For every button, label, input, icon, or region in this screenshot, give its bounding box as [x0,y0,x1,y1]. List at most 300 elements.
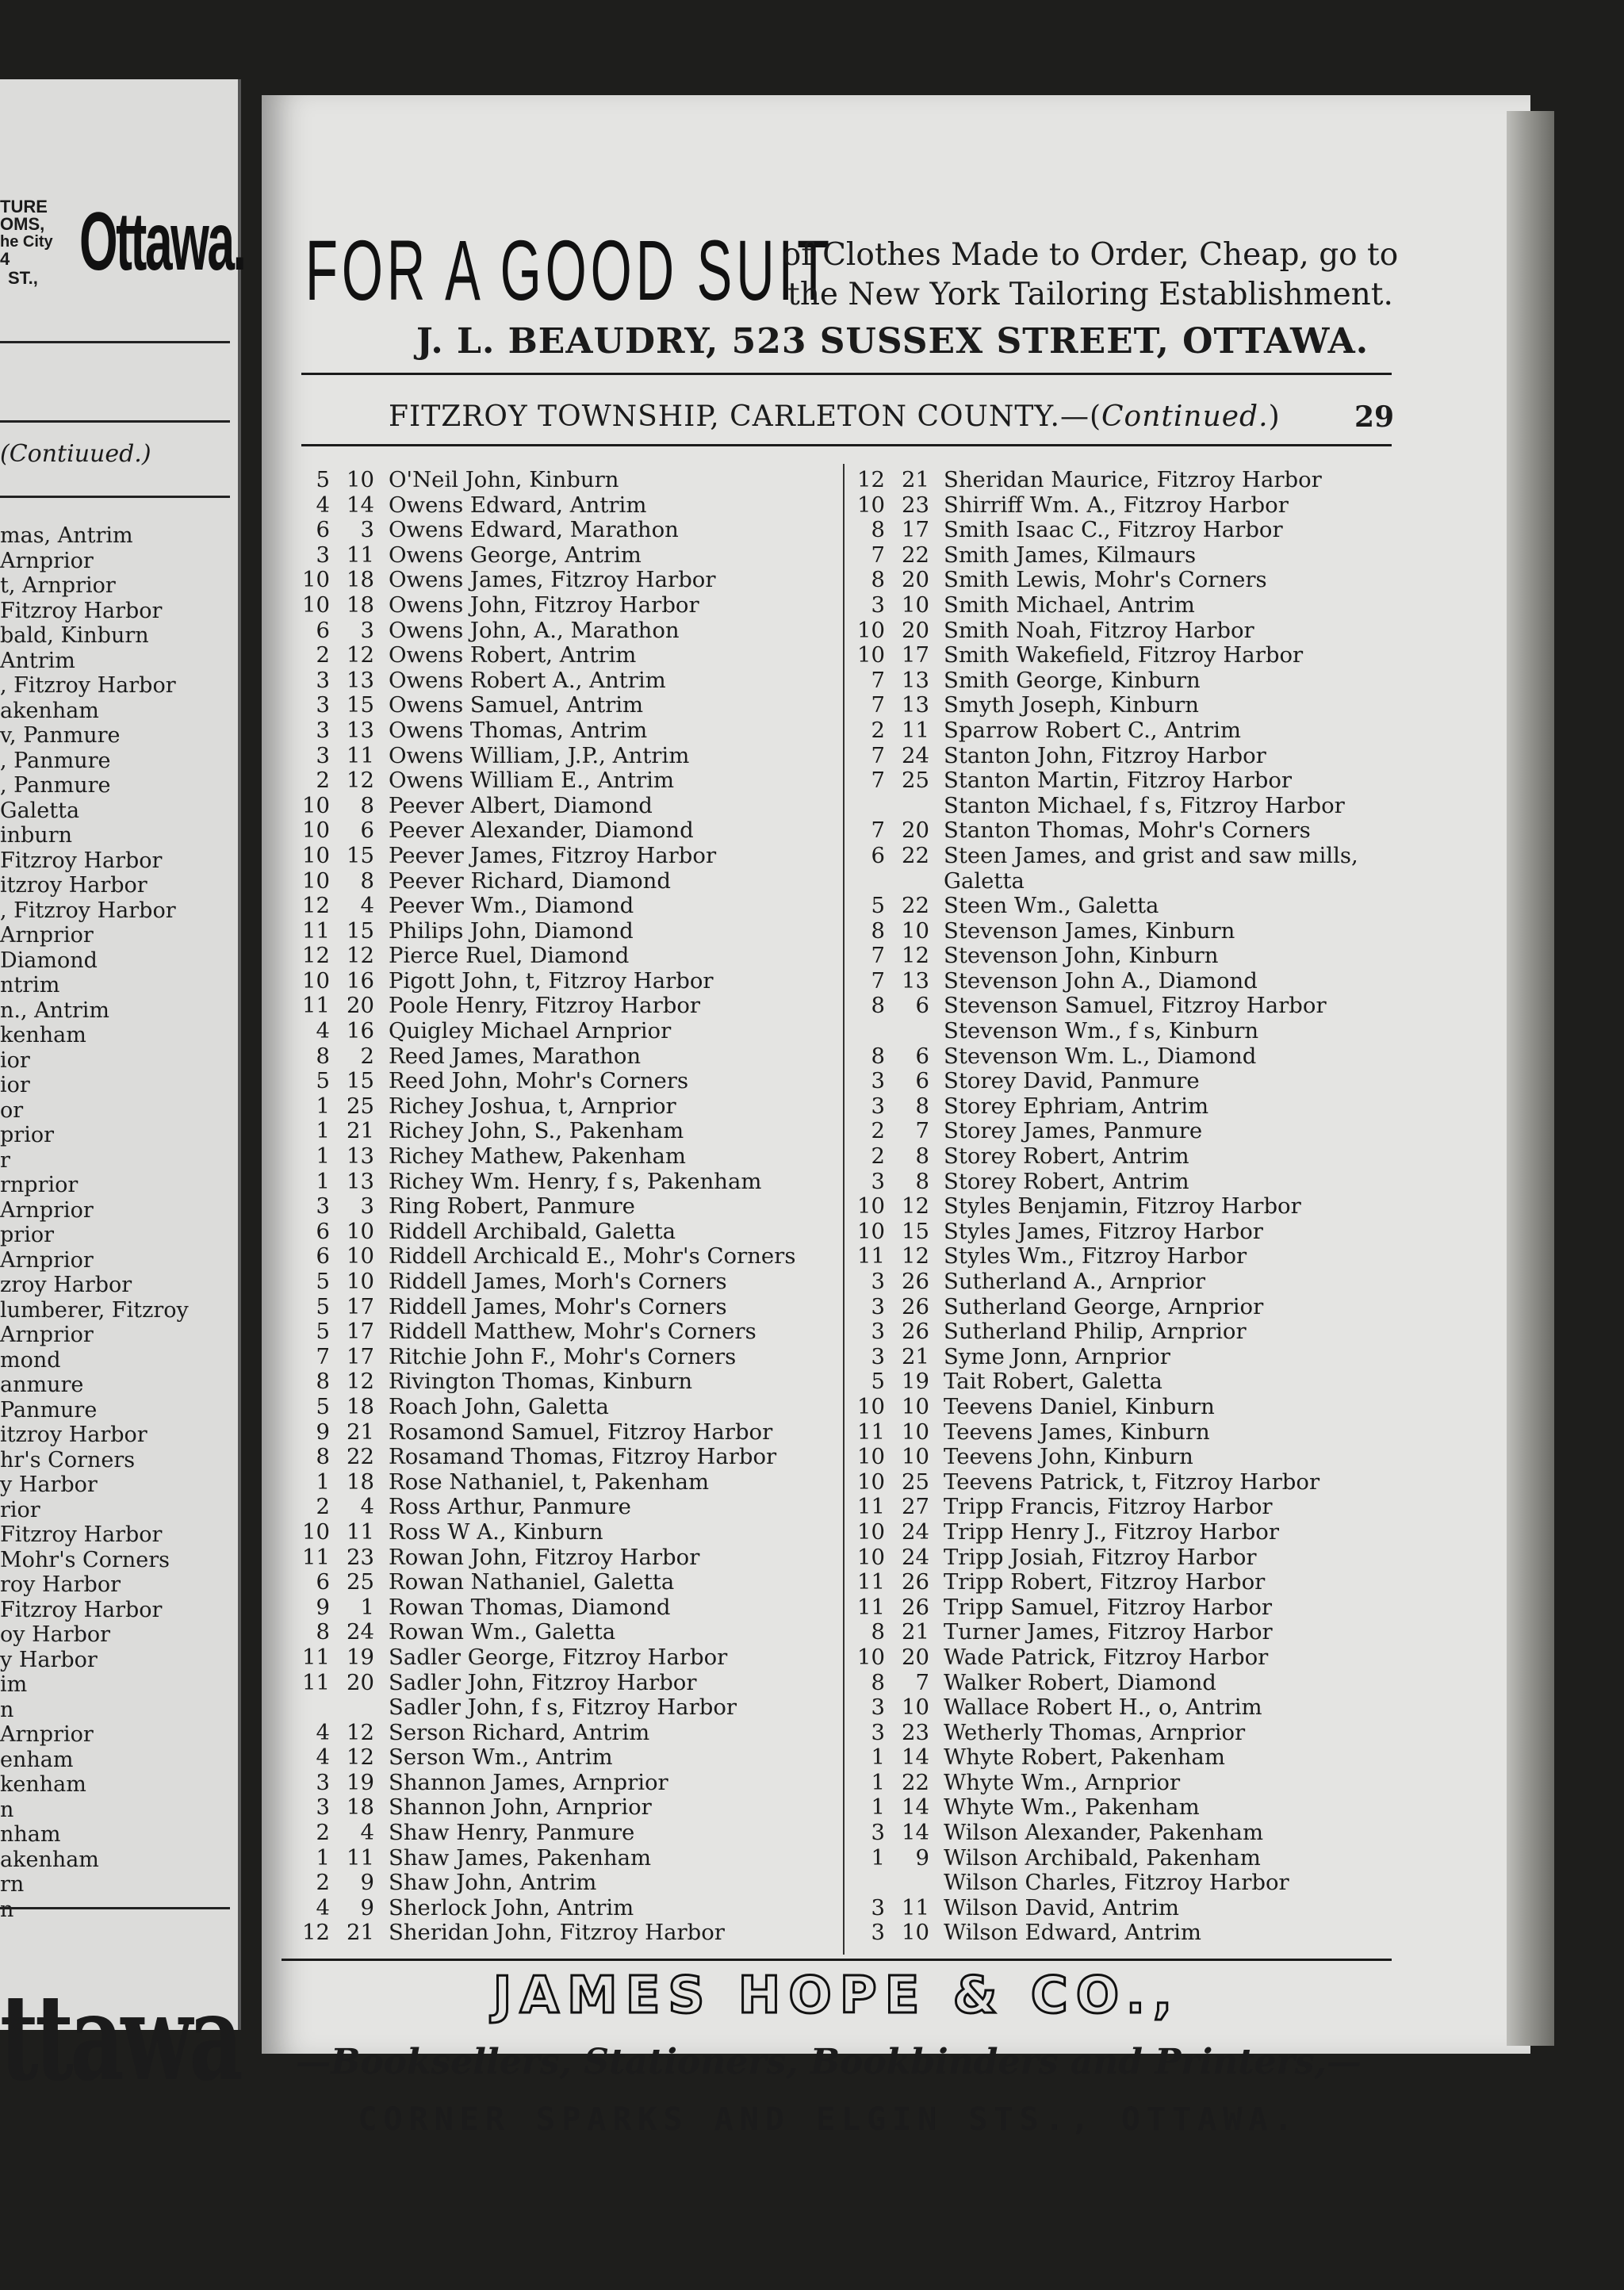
directory-entry [301,1170,825,1195]
directory-entry [856,568,1404,593]
prev-entry-fragment: prior [0,1223,54,1247]
entry-concession: 2 [316,1820,330,1846]
prev-entry-fragment: r [0,1147,10,1173]
entry-lot: 15 [347,917,374,944]
entry-lot: 20 [347,1669,374,1695]
entry-lot: 24 [902,1518,929,1545]
directory-entry [856,1470,1404,1495]
ad-address: J. L. BEAUDRY, 523 SUSSEX STREET, OTTAWA. [416,321,1369,362]
entry-lot: 10 [902,1444,929,1470]
entry-lot: 22 [902,893,929,919]
entry-name: Owens James, Fitzroy Harbor [389,567,716,593]
entry-name: Owens John, Fitzroy Harbor [389,592,699,618]
entry-concession: 10 [857,1393,885,1419]
directory-entry [856,944,1404,969]
entry-name: Tripp Robert, Fitzroy Harbor [944,1569,1266,1595]
directory-entry [301,1069,825,1094]
entry-name: Owens Edward, Marathon [389,517,679,543]
directory-entry [856,1269,1404,1295]
entry-concession: 3 [871,1719,885,1745]
directory-entry [856,1821,1404,1846]
directory-entry [856,1019,1404,1044]
entry-lot: 7 [915,1118,929,1144]
ad-company-name: JAMES HOPE & CO., [492,1966,1181,2025]
entry-concession: 2 [316,1494,330,1520]
entry-name: Stanton Martin, Fitzroy Harbor [944,768,1293,794]
entry-concession: 10 [857,617,885,643]
entry-lot: 11 [347,742,374,768]
entry-name: Storey Ephriam, Antrim [944,1093,1209,1119]
directory-entry [301,919,825,944]
entry-name: Riddell James, Mohr's Corners [389,1293,727,1319]
entry-concession: 6 [316,517,330,543]
prev-entry-fragment: Arnprior [0,1247,94,1273]
directory-entry [856,618,1404,644]
entry-name: Owens Thomas, Antrim [389,717,648,743]
entry-name: Sparrow Robert C., Antrim [944,717,1241,743]
entry-lot: 10 [902,1419,929,1445]
entry-name: Reed John, Mohr's Corners [389,1068,689,1094]
entry-name: Smith James, Kilmaurs [944,542,1197,568]
entry-name: Stanton Thomas, Mohr's Corners [944,818,1311,844]
entry-concession: 8 [871,917,885,944]
entry-lot: 17 [902,642,929,668]
entry-concession: 11 [302,917,330,944]
header-rule [301,444,1392,446]
entry-lot: 4 [360,893,374,919]
entry-lot: 10 [347,1243,374,1269]
prev-entry-fragment: bald, Kinburn [0,623,149,648]
prev-continued: (Contiuued.) [0,440,151,468]
entry-lot: 19 [902,1369,929,1395]
entry-name: Owens John, A., Marathon [389,617,680,643]
directory-entry [856,1871,1404,1896]
entry-concession: 3 [316,692,330,718]
entry-name: Whyte Wm., Pakenham [944,1794,1200,1821]
directory-entry [301,1896,825,1921]
prev-entry-fragment: nham [0,1822,61,1847]
prev-rule [0,1907,230,1909]
prev-entry-fragment: anmure [0,1373,84,1397]
entry-lot: 26 [902,1569,929,1595]
entry-name: Wilson Archibald, Pakenham [944,1844,1261,1871]
entry-name: Smith Wakefield, Fitzroy Harbor [944,642,1304,668]
entry-name: Smith George, Kinburn [944,667,1201,693]
entry-concession: 10 [857,492,885,518]
prev-entry-fragment: n [0,1897,14,1922]
entry-lot: 1 [360,1594,374,1620]
entry-concession: 11 [857,1594,885,1620]
entry-name: Wade Patrick, Fitzroy Harbor [944,1644,1269,1670]
prev-header-fragment: 4 [0,249,10,269]
entry-concession: 6 [316,1243,330,1269]
directory-entry [856,1671,1404,1696]
entry-concession: 4 [316,1744,330,1771]
directory-entry [301,894,825,919]
entry-name: Stevenson John, Kinburn [944,943,1219,969]
entry-concession: 5 [871,1369,885,1395]
directory-entry [301,944,825,969]
prev-entry-fragment: Fitzroy Harbor [0,1522,163,1547]
prev-entry-fragment: n [0,1797,14,1822]
entry-lot: 14 [902,1820,929,1846]
entry-lot: 25 [347,1569,374,1595]
entry-concession: 10 [857,1544,885,1570]
prev-entry-fragment: , Panmure [0,773,111,798]
prev-entry-fragment: rior [0,1497,40,1522]
entry-name: Sheridan John, Fitzroy Harbor [389,1920,725,1946]
directory-entry [856,894,1404,919]
prev-entry-fragment: akenham [0,698,99,723]
entry-concession: 7 [871,692,885,718]
column-divider [843,464,845,1955]
entry-concession: 12 [302,943,330,969]
entry-lot: 18 [347,567,374,593]
entry-lot: 16 [347,967,374,994]
prev-entry-fragment: inburn [0,823,72,848]
entry-name: Stanton John, Fitzroy Harbor [944,742,1266,768]
entry-concession: 9 [316,1419,330,1445]
entry-name: Rowan Thomas, Diamond [389,1594,671,1620]
directory-entry [301,1671,825,1696]
entry-concession: 3 [316,1193,330,1220]
entry-lot: 22 [347,1444,374,1470]
entry-concession: 11 [857,1569,885,1595]
entry-name: Riddell Matthew, Mohr's Corners [389,1319,756,1345]
directory-entry [856,1771,1404,1796]
entry-name: Owens George, Antrim [389,542,642,568]
entry-name: Smyth Joseph, Kinburn [944,692,1199,718]
entry-name: Richey Joshua, t, Arnprior [389,1093,676,1119]
entry-lot: 3 [360,1193,374,1220]
entry-concession: 7 [871,542,885,568]
directory-entry [856,1420,1404,1446]
prev-entry-fragment: Fitzroy Harbor [0,598,163,623]
entry-lot: 17 [347,1343,374,1369]
entry-concession: 1 [871,1794,885,1821]
prev-rule [0,420,230,423]
entry-name: Rose Nathaniel, t, Pakenham [389,1469,710,1495]
entry-lot: 18 [347,1393,374,1419]
directory-entry [301,1369,825,1395]
directory-entry [856,1119,1404,1144]
entry-concession: 1 [316,1844,330,1871]
entry-lot: 20 [347,993,374,1019]
directory-entry [301,869,825,894]
footer-rule [282,1959,1392,1961]
entry-name: Tripp Francis, Fitzroy Harbor [944,1494,1273,1520]
entry-concession: 3 [316,542,330,568]
directory-entry [301,1295,825,1320]
directory-entry [301,1745,825,1771]
entry-lot: 12 [347,1719,374,1745]
directory-entry [856,1695,1404,1721]
directory-entry [301,744,825,769]
entry-concession: 8 [871,567,885,593]
entry-concession: 7 [871,667,885,693]
entry-name: Teevens James, Kinburn [944,1419,1210,1445]
entry-concession: 2 [316,642,330,668]
entry-concession: 7 [871,818,885,844]
entry-lot: 23 [347,1544,374,1570]
entry-lot: 21 [347,1920,374,1946]
entry-name: Stanton Michael, f s, Fitzroy Harbor [944,792,1345,818]
entry-name: Peever Richard, Diamond [389,867,671,894]
directory-entry [301,768,825,794]
prev-entry-fragment: im [0,1672,28,1697]
entry-name: Shannon James, Arnprior [389,1769,668,1795]
prev-entry-fragment: ior [0,1047,30,1073]
directory-entry [301,1420,825,1446]
entry-concession: 3 [316,742,330,768]
entry-lot: 10 [347,467,374,492]
entry-lot: 16 [347,1018,374,1044]
directory-entry [301,643,825,668]
entry-name: Pierce Ruel, Diamond [389,943,630,969]
entry-lot: 22 [902,1769,929,1795]
entry-lot: 8 [915,1143,929,1170]
entry-name: Smith Lewis, Mohr's Corners [944,567,1267,593]
prev-header-fragment: he City [0,233,53,251]
directory-entry [301,1220,825,1245]
directory-entry [856,969,1404,994]
prev-entry-fragment: n., Antrim [0,998,110,1023]
entry-name: Styles Benjamin, Fitzroy Harbor [944,1193,1301,1220]
previous-page [0,79,245,2108]
entry-name: Sheridan Maurice, Fitzroy Harbor [944,467,1322,492]
entry-concession: 10 [857,642,885,668]
entry-concession: 3 [871,1894,885,1920]
directory-entry [301,493,825,519]
entry-name: Owens William, J.P., Antrim [389,742,690,768]
prev-entry-fragment: Fitzroy Harbor [0,1597,163,1622]
directory-entry [301,518,825,543]
entry-concession: 3 [316,1794,330,1821]
entry-concession: 7 [871,967,885,994]
entry-lot: 26 [902,1269,929,1294]
entry-lot: 12 [347,768,374,794]
prev-rule [0,496,230,498]
entry-concession: 1 [316,1118,330,1144]
entry-name: Peever Alexander, Diamond [389,818,694,844]
prev-entry-fragment: Galetta [0,798,80,823]
entry-name: Tripp Henry J., Fitzroy Harbor [944,1518,1279,1545]
entry-name: Owens Edward, Antrim [389,492,647,518]
entry-name: Smith Noah, Fitzroy Harbor [944,617,1254,643]
prev-entry-fragment: v, Panmure [0,723,121,748]
entry-concession: 12 [857,467,885,492]
entry-lot: 11 [902,1894,929,1920]
directory-entry [856,493,1404,519]
entry-concession: 5 [316,1269,330,1294]
entry-concession: 5 [871,893,885,919]
entry-concession: 10 [302,867,330,894]
entry-name: Storey David, Panmure [944,1068,1200,1094]
prev-entry-fragment: kenham [0,1772,86,1797]
entry-name: Rowan Nathaniel, Galetta [389,1569,675,1595]
entry-lot: 9 [360,1870,374,1896]
right-column [856,468,1404,1946]
entry-concession: 8 [871,1043,885,1069]
page-number: 29 [1354,400,1395,434]
prev-entry-fragment: or [0,1097,24,1123]
entry-concession: 10 [302,967,330,994]
entry-name: Owens Robert, Antrim [389,642,637,668]
entry-name: Reed James, Marathon [389,1043,642,1069]
page-edge [1507,111,1554,2046]
prev-entry-fragment: Arnprior [0,1323,94,1347]
entry-name: Sadler John, f s, Fitzroy Harbor [389,1695,737,1721]
entry-name: Wilson Alexander, Pakenham [944,1820,1264,1846]
prev-entry-fragment: rnprior [0,1173,79,1197]
entry-lot: 8 [360,867,374,894]
prev-header-title: Ottawa. [79,196,245,288]
entry-name: Philips John, Diamond [389,917,634,944]
entry-lot: 13 [347,1168,374,1194]
entry-lot: 22 [902,842,929,868]
directory-entry [301,1269,825,1295]
prev-entry-fragment: n [0,1697,14,1722]
directory-entry [301,1771,825,1796]
entry-name: Turner James, Fitzroy Harbor [944,1619,1273,1645]
entry-lot: 26 [902,1319,929,1345]
entry-concession: 3 [871,1343,885,1369]
entry-name: Ritchie John F., Mohr's Corners [389,1343,737,1369]
entry-concession: 4 [316,1894,330,1920]
directory-entry [301,969,825,994]
directory-entry [301,994,825,1019]
prev-entry-fragment: t, Arnprior [0,573,116,598]
directory-entry [856,1520,1404,1545]
directory-entry [856,593,1404,618]
entry-name: Rosamond Samuel, Fitzroy Harbor [389,1419,773,1445]
entry-lot: 10 [902,917,929,944]
directory-entry [301,693,825,718]
directory-entry [301,1495,825,1520]
entry-name: Richey Wm. Henry, f s, Pakenham [389,1168,762,1194]
prev-entry-fragment: akenham [0,1847,99,1872]
entry-lot: 18 [347,1794,374,1821]
entry-name: Stevenson James, Kinburn [944,917,1235,944]
directory-entry [856,1795,1404,1821]
entry-lot: 13 [902,667,929,693]
entry-lot: 4 [360,1494,374,1520]
prev-rule [0,341,230,343]
entry-lot: 12 [902,1193,929,1220]
directory-entry [856,1094,1404,1120]
prev-entry-fragment: Diamond [0,948,98,973]
directory-entry [856,1645,1404,1671]
directory-entry [301,1445,825,1470]
directory-entry [301,1620,825,1645]
directory-entry [856,1244,1404,1269]
entry-name: Stevenson Wm. L., Diamond [944,1043,1257,1069]
entry-concession: 10 [857,1644,885,1670]
entry-concession: 8 [316,1619,330,1645]
entry-lot: 10 [347,1218,374,1244]
directory-entry [301,794,825,819]
prev-entry-fragment: enham [0,1747,74,1772]
entry-concession: 11 [857,1243,885,1269]
entry-lot: 27 [902,1494,929,1520]
entry-name: Whyte Wm., Arnprior [944,1769,1181,1795]
ad-headline: FOR A GOOD SUIT [305,222,833,318]
entry-name: Roach John, Galetta [389,1393,609,1419]
entry-name: Tait Robert, Galetta [944,1369,1162,1395]
entry-lot: 10 [902,1920,929,1946]
directory-entry [856,1745,1404,1771]
directory-entry [856,994,1404,1019]
directory-entry [856,1319,1404,1345]
entry-concession: 2 [871,717,885,743]
entry-name: Ross W A., Kinburn [389,1518,603,1545]
directory-entry [301,1144,825,1170]
prev-header-fragment: TURE [0,197,48,216]
entry-name: Teevens Patrick, t, Fitzroy Harbor [944,1469,1320,1495]
directory-entry [856,1220,1404,1245]
entry-lot: 10 [902,592,929,618]
directory-entry [301,718,825,744]
entry-lot: 12 [347,642,374,668]
entry-lot: 13 [902,692,929,718]
entry-lot: 7 [915,1669,929,1695]
entry-name: Wetherly Thomas, Arnprior [944,1719,1246,1745]
directory-entry [856,518,1404,543]
directory-entry [301,1520,825,1545]
entry-lot: 15 [347,1068,374,1094]
prev-entry-fragment: roy Harbor [0,1572,121,1597]
prev-entry-fragment: y Harbor [0,1647,98,1672]
entry-concession: 3 [871,1820,885,1846]
entry-name: Richey Mathew, Pakenham [389,1143,687,1170]
entry-lot: 20 [902,1644,929,1670]
prev-entry-fragment: Panmure [0,1397,98,1423]
entry-name: Stevenson John A., Diamond [944,967,1258,994]
entry-concession: 8 [316,1043,330,1069]
entry-concession: 6 [316,617,330,643]
entry-name: Riddell Archibald, Galetta [389,1218,676,1244]
directory-entry [301,468,825,493]
directory-entry [856,744,1404,769]
entry-lot: 4 [360,1820,374,1846]
prev-header-fragment: OMS, [0,214,45,234]
prev-entry-fragment: Fitzroy Harbor [0,848,163,873]
entry-name: Smith Isaac C., Fitzroy Harbor [944,517,1283,543]
directory-entry [301,1545,825,1571]
entry-lot: 19 [347,1644,374,1670]
entry-name: Rivington Thomas, Kinburn [389,1369,693,1395]
directory-entry [856,468,1404,493]
entry-concession: 10 [302,792,330,818]
entry-lot: 8 [915,1168,929,1194]
entry-concession: 10 [857,1444,885,1470]
entry-concession: 1 [871,1744,885,1771]
directory-entry [856,1395,1404,1420]
entry-concession: 3 [871,1695,885,1721]
directory-entry [301,1345,825,1370]
entry-name: Peever Wm., Diamond [389,893,634,919]
prev-entry-list [0,523,238,1922]
directory-entry [301,1821,825,1846]
entry-concession: 11 [302,1544,330,1570]
entry-name: O'Neil John, Kinburn [389,467,619,492]
entry-name: Steen James, and grist and saw mills, [944,842,1358,868]
entry-lot: 14 [902,1744,929,1771]
ad-company-address: CORNER SPARKS AND ELGIN STS., OTTAWA. [358,2101,1300,2138]
entry-lot: 21 [347,1118,374,1144]
entry-concession: 6 [871,842,885,868]
entry-lot: 6 [915,1068,929,1094]
